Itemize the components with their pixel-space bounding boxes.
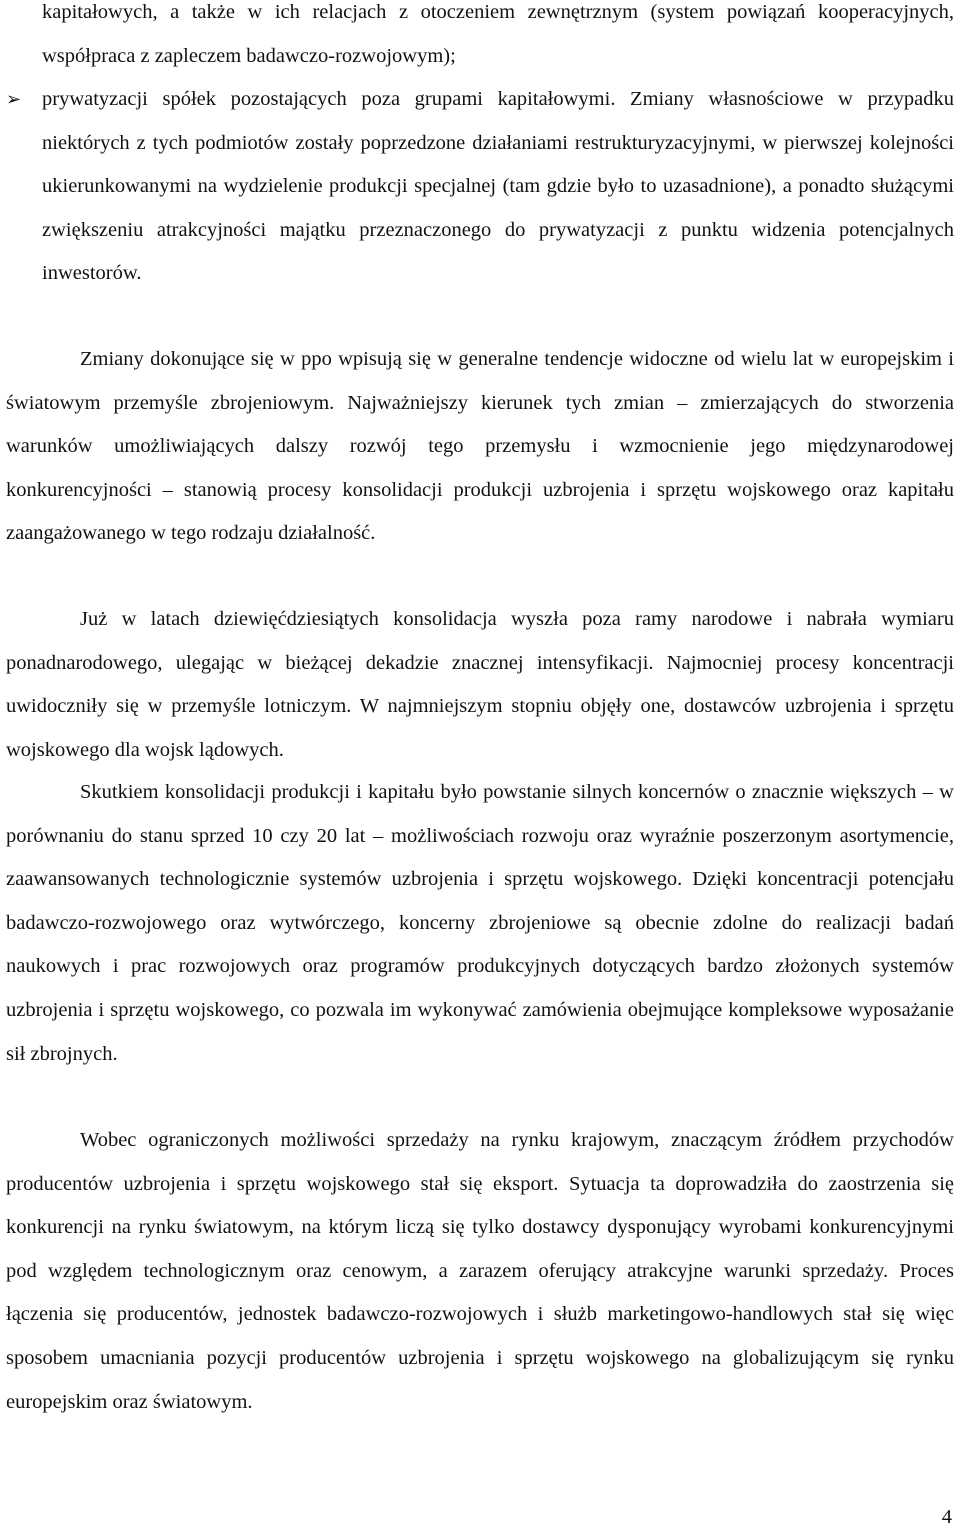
paragraph-export-competition: Wobec ograniczonych możliwości sprzedaży na rynku krajowym, znaczącym źródłem przychodów producentów uzbrojenia i sprzętu wojskowego stał się eksport. Sytuacja ta doprowadziła do zaostrzenia się konkurencji na rynku światowym, na którym liczą się tylko dostawcy dysponujący wyrobami konkurencyjnymi pod względem technologicznym oraz cenowym, a zarazem oferujący atrakcyjne warunki sprzedaży. Proces łączenia się producentów, jednostek badawczo-rozwojowych i służb marketingowo-handlowych stał się więc sposobem umacniania pozycji producentów uzbrojenia i sprzętu wojskowego na globalizującym się rynku europejskim oraz światowym. (6, 1129, 954, 1413)
arrow-bullet-icon: ➢ (6, 89, 22, 110)
previous-list-item-continuation: kapitałowych, a także w ich relacjach z otoczeniem zewnętrznym (system powiązań kooperacyjnych, współpraca z zapleczem badawczo-rozwojowym); (42, 1, 954, 67)
paragraph-consolidation-effects: Skutkiem konsolidacji produkcji i kapitału było powstanie silnych koncernów o znacznie większych – w porównaniu do stanu sprzed 10 czy 20 lat – możliwościach rozwoju oraz wyraźnie poszerzonym asortymencie, zaawansowanych technologicznie systemów uzbrojenia i sprzętu wojskowego. Dzięki koncentracji potencjału badawczo-rozwojowego oraz wytwórczego, koncerny zbrojeniowe są obecnie zdolne do realizacji badań naukowych i prac rozwojowych oraz programów produkcyjnych dotyczących bardzo złożonych systemów uzbrojenia i sprzętu wojskowego, co pozwala im wykonywać zamówienia obejmujące kompleksowe wyposażanie sił zbrojnych. (6, 781, 954, 1065)
paragraph-consolidation-nineties: Już w latach dziewięćdziesiątych konsolidacja wyszła poza ramy narodowe i nabrała wymiaru ponadnarodowego, ulegając w bieżącej dekadzie znacznej intensyfikacji. Najmocniej procesy koncentracji uwidoczniły się w przemyśle lotniczym. W najmniejszym stopniu objęły one, dostawców uzbrojenia i sprzętu wojskowego dla wojsk lądowych. (6, 608, 954, 761)
paragraph-ppo-trends: Zmiany dokonujące się w ppo wpisują się w generalne tendencje widoczne od wielu lat w europejskim i światowym przemyśle zbrojeniowym. Najważniejszy kierunek tych zmian – zmierzających do stworzenia warunków umożliwiających dalszy rozwój tego przemysłu i wzmocnienie jego międzynarodowej konkurencyjności – stanowią procesy konsolidacji produkcji uzbrojenia i sprzętu wojskowego oraz kapitału zaangażowanego w tego rodzaju działalność. (6, 348, 954, 545)
page-number: 4 (941, 1506, 952, 1528)
bullet-list-item (6, 78, 954, 296)
bullet-item-text: prywatyzacji spółek pozostających poza grupami kapitałowymi. Zmiany własnościowe w przypadku niektórych z tych podmiotów zostały poprzedzone działaniami restrukturyzacyjnymi, w pierwszej kolejności ukierunkowanymi na wydzielenie produkcji specjalnej (tam gdzie było to uzasadnione), a ponadto służącymi zwiększeniu atrakcyjności majątku przeznaczonego do prywatyzacji z punktu widzenia potencjalnych inwestorów. (42, 88, 954, 285)
